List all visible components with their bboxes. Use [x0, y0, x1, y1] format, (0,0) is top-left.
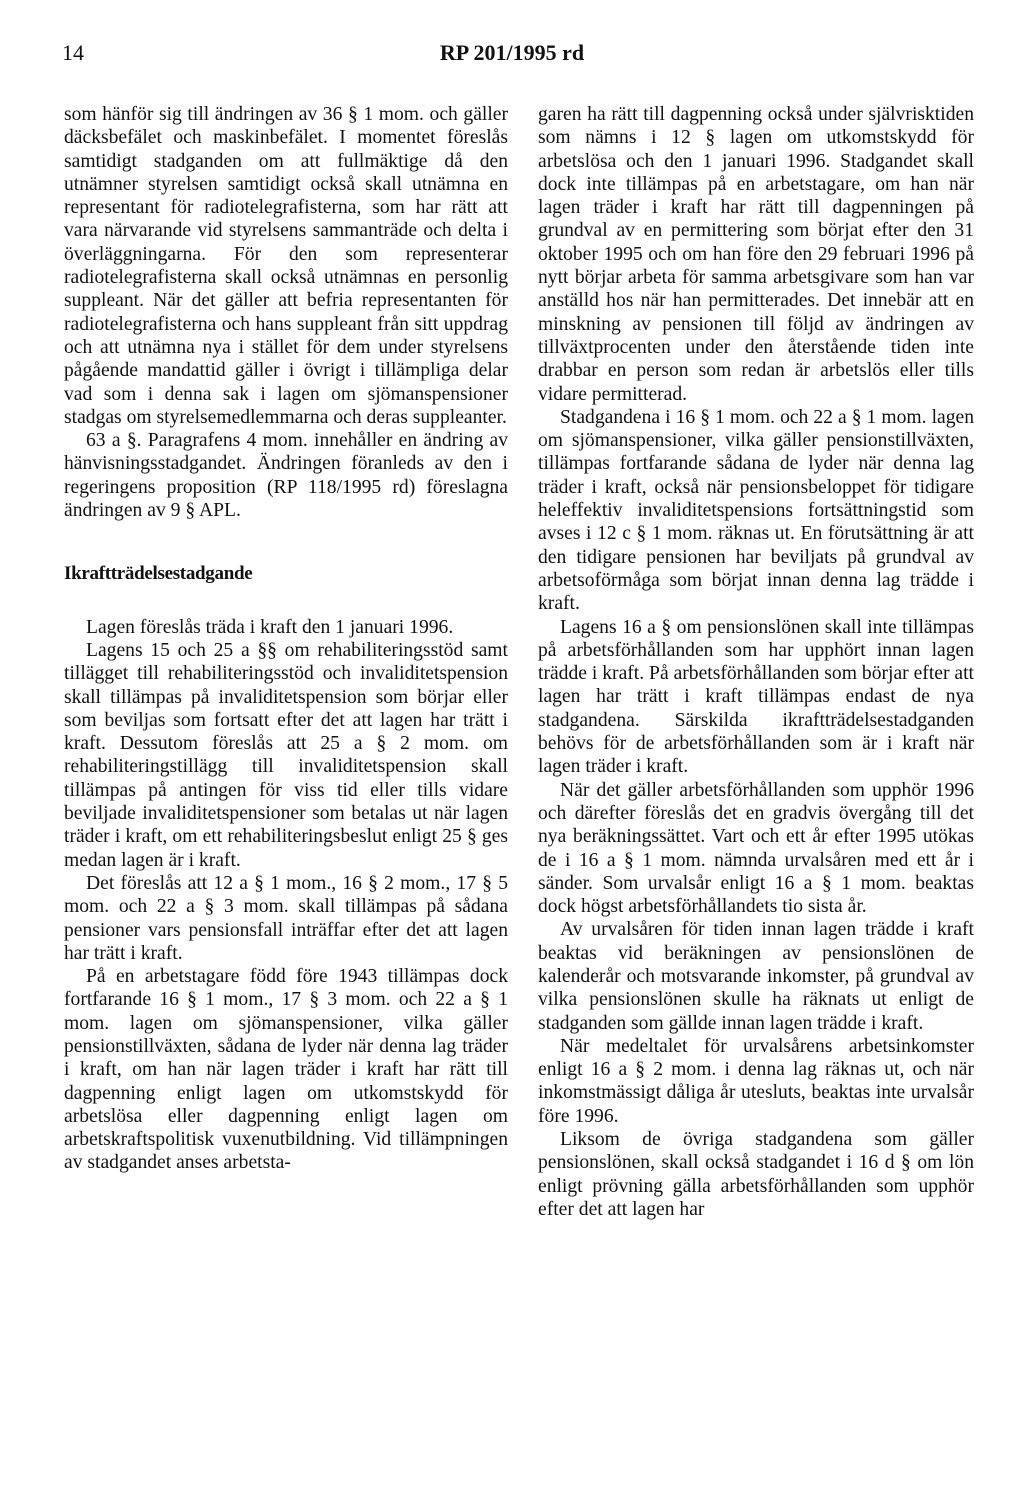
page-number: 14	[62, 40, 84, 65]
paragraph: När det gäller arbetsförhållanden som upphör 1996 och därefter föreslås det en gradvis övergång till det nya beräkningssättet. Vart och ett år efter 1995 utökas de i 16 a § 1 mom. nämnda urvalsåren med ett år i sänder. Som urvalsår enligt 16 a § 1 mom. beaktas dock högst arbetsförhållandets tio sista år.	[538, 779, 974, 918]
paragraph: På en arbetstagare född före 1943 tillämpas dock fortfarande 16 § 1 mom., 17 § 3 mom. och 22 a § 1 mom. lagen om sjömanspensioner, vilka gäller pensionstillväxten, sådana de lyder när denna lag träder i kraft, om han när lagen träder i kraft har rätt till dagpenning enligt lagen om utkomstskydd för arbetslösa eller dagpenning enligt lagen om arbetskraftspolitisk vuxenutbildning. Vid tillämpningen av stadgandet anses arbetsta-	[64, 966, 508, 1174]
section-heading: Ikraftträdelsestadgande	[64, 563, 253, 585]
paragraph: 63 a §. Paragrafens 4 mom. innehåller en ändring av hänvisningsstadgandet. Ändringen föranleds av den i regeringens proposition (RP 118/1995 rd) föreslagna ändringen av 9 § APL.	[64, 430, 508, 522]
paragraph: Lagen föreslås träda i kraft den 1 januari 1996.	[86, 616, 454, 638]
paragraph: Av urvalsåren för tiden innan lagen trädde i kraft beaktas vid beräkningen av pensionslönen de kalenderår och motsvarande inkomster, på grundval av vilka pensionslönen skulle ha räknats ut enligt de stadganden som gällde innan lagen trädde i kraft.	[538, 919, 974, 1034]
paragraph: Lagens 15 och 25 a §§ om rehabiliteringsstöd samt tillägget till rehabiliteringsstöd och invaliditetspension skall tillämpas på invaliditetspension som börjar eller som beviljas som fortsatt efter det att lagen har trätt i kraft. Dessutom föreslås att 25 a § 2 mom. om rehabiliteringstillägg till invaliditetspension skall tillämpas på antingen för viss tid eller tills vidare beviljade invaliditetspensioner som betalas ut när lagen träder i kraft, om ett rehabiliteringsbeslut enligt 25 § ges medan lagen är i kraft.	[64, 639, 508, 871]
paragraph: Liksom de övriga stadgandena som gäller pensionslönen, skall också stadgandet i 16 d § om lön enligt prövning gälla arbetsförhållanden som upphör efter det att lagen har	[538, 1129, 974, 1220]
left-column	[64, 103, 508, 1175]
paragraph: Lagens 16 a § om pensionslönen skall inte tillämpas på arbetsförhållanden som har upphört innan lagen trädde i kraft. På arbetsförhållanden som börjar efter att lagen har trätt i kraft tillämpas endast de nya stadgandena. Särskilda ikraftträdelsestadganden behövs för de arbetsförhållanden som är i kraft när lagen träder i kraft.	[538, 616, 974, 778]
paragraph: Det föreslås att 12 a § 1 mom., 16 § 2 mom., 17 § 5 mom. och 22 a § 3 mom. skall tillämpas på sådana pensioner vars pensionsfall inträffar efter det att lagen har trätt i kraft.	[64, 872, 508, 964]
paragraph: Stadgandena i 16 § 1 mom. och 22 a § 1 mom. lagen om sjömanspensioner, vilka gäller pensionstillväxten, tillämpas fortfarande sådana de lyder när denna lag träder i kraft, också när pensionsbeloppet för tidigare heleffektiv invaliditetspensions fortsättningstid som avses i 12 c § 1 mom. räknas ut. En förutsättning är att den tidigare pensionen har beviljats på grundval av arbetsoförmåga som börjat innan denna lag trädde i kraft.	[538, 406, 974, 615]
paragraph: som hänför sig till ändringen av 36 § 1 mom. och gäller däcksbefälet och maskinbefälet. I momentet föreslås samtidigt stadganden om att fullmäktige då den utnämner styrelsen samtidigt också skall utnämna en representant för radiotelegrafisterna, som har rätt att vara närvarande vid styrelsens sammanträde och delta i överläggningarna. För den som representerar radiotelegrafisterna skall också utnämnas en personlig suppleant. När det gäller att befria representanten för radiotelegrafisterna och hans suppleant från sitt uppdrag och att utnämna nya i stället för dem under styrelsens pågående mandattid gäller i övrigt i tillämpliga delar vad som i denna sak i lagen om sjömanspensioner stadgas om styrelsemedlemmarna och deras suppleanter.	[64, 104, 508, 428]
running-title: RP 201/1995 rd	[439, 40, 585, 65]
paragraph: När medeltalet för urvalsårens arbetsinkomster enligt 16 a § 2 mom. i denna lag räknas ut, och när inkomstmässigt dåliga år utesluts, beaktas inte urvalsår före 1996.	[538, 1035, 974, 1127]
paragraph: garen ha rätt till dagpenning också under självrisktiden som nämns i 12 § lagen om utkomstskydd för arbetslösa och den 1 januari 1996. Stadgandet skall dock inte tillämpas på en arbetstagare, om han när lagen träder i kraft har rätt till dagpenningen på grundval av en permittering som börjat efter den 31 oktober 1995 och om han före den 29 februari 1996 på nytt börjar arbeta för samma arbetsgivare som han var anställd hos när han permitterades. Det innebär att en minskning av pensionen till följd av ändringen av tillväxtprocenten under den återstående tiden inte drabbar en person som redan är arbetslös eller tills vidare permitterad.	[538, 104, 974, 405]
right-column	[538, 103, 974, 1221]
